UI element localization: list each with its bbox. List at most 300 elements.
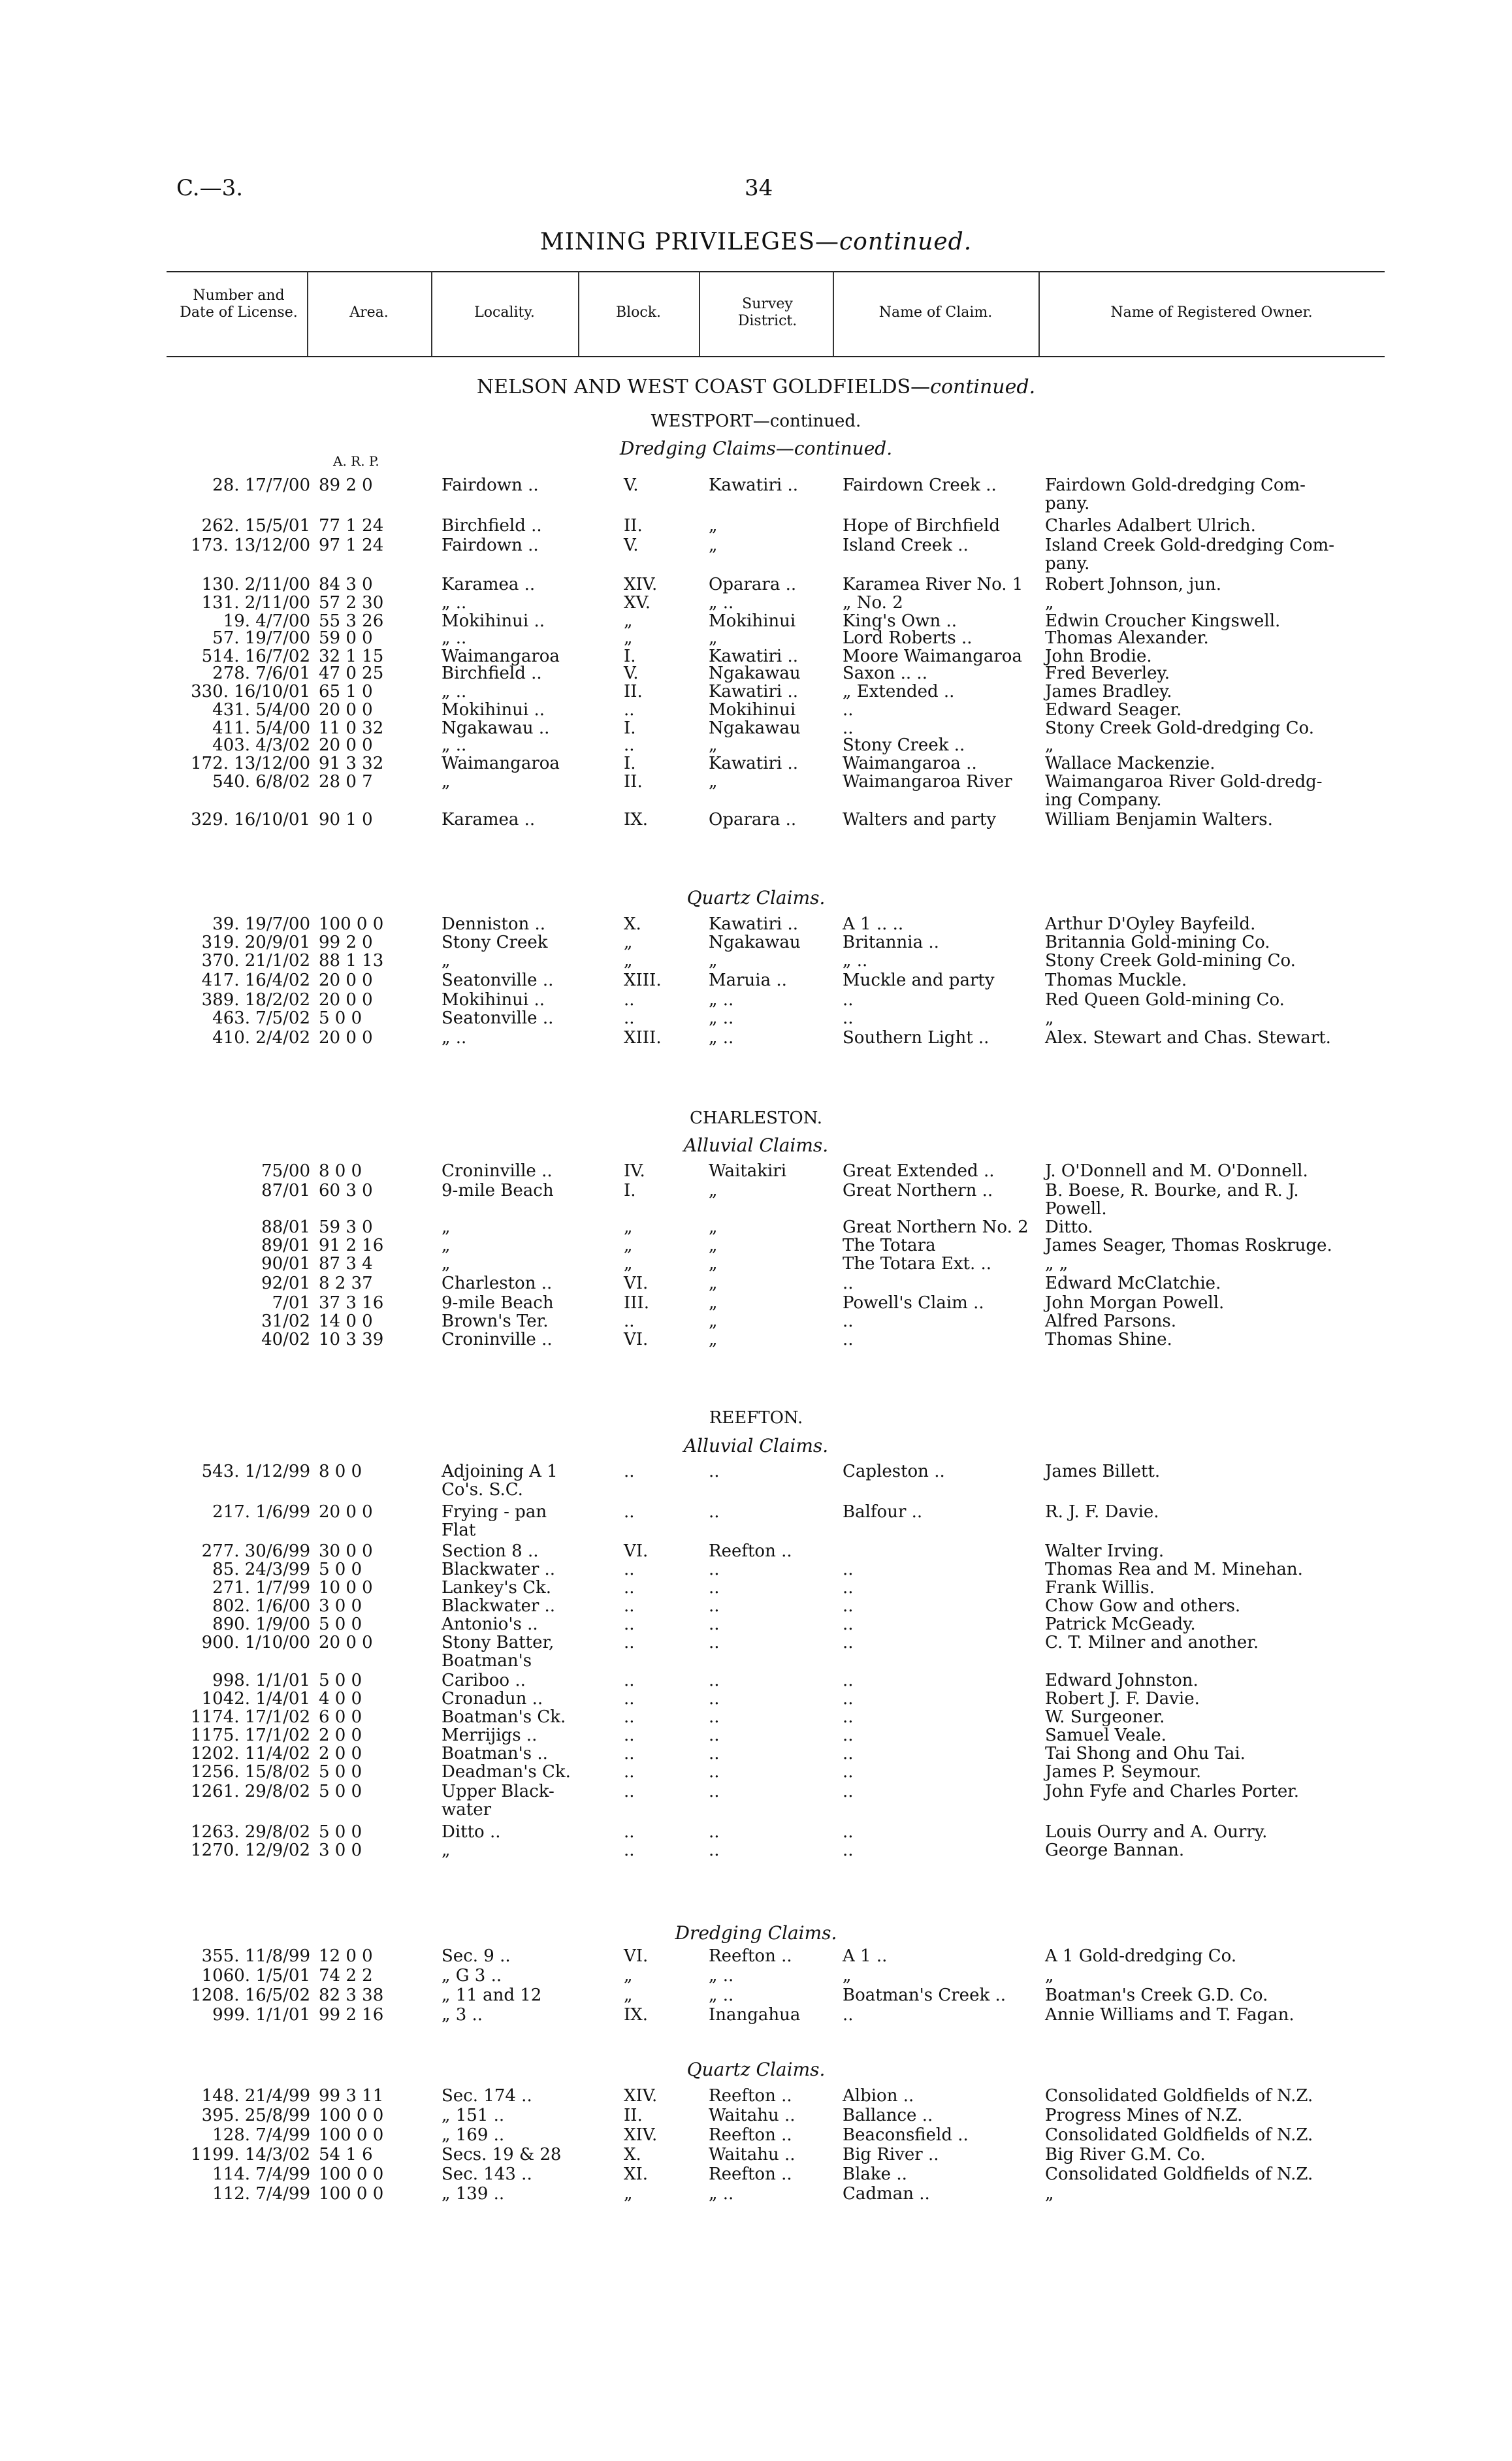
owner-cell: Red Queen Gold-mining Co. — [1045, 990, 1285, 1010]
section-title — [0, 376, 1512, 398]
locality-cell: Sec. 174 .. — [442, 2086, 532, 2106]
district-cell: Kawatiri .. — [709, 647, 798, 666]
owner-cell: pany. — [1045, 494, 1090, 513]
area-cell: 3 0 0 — [319, 1596, 362, 1616]
table-row — [0, 2164, 1512, 2185]
claim-cell: .. — [843, 718, 854, 738]
block-cell: „ — [624, 933, 633, 952]
table-row — [0, 494, 1512, 515]
area-cell: 88 1 13 — [319, 951, 384, 971]
license-cell: 278. 7/6/01 — [212, 664, 310, 683]
claim-cell: A 1 .. .. — [843, 914, 904, 934]
claim-cell: „ Extended .. — [843, 682, 955, 701]
area-cell: 54 1 6 — [319, 2145, 373, 2164]
owner-cell: Patrick McGeady. — [1045, 1615, 1196, 1634]
license-cell: 112. 7/4/99 — [212, 2184, 310, 2204]
district-cell: „ — [709, 1274, 718, 1293]
locality-cell: „ .. — [442, 1028, 467, 1048]
block-cell: I. — [624, 718, 636, 738]
locality-cell: Sec. 9 .. — [442, 1946, 511, 1966]
district-cell: „ — [709, 1236, 718, 1255]
claim-cell: .. — [843, 1596, 854, 1616]
locality-cell: Seatonville .. — [442, 1008, 554, 1028]
area-cell: 8 0 0 — [319, 1161, 362, 1181]
block-cell: „ — [624, 2184, 633, 2204]
claim-cell: .. — [843, 1560, 854, 1579]
table-row — [0, 1480, 1512, 1501]
license-cell: 128. 7/4/99 — [212, 2125, 310, 2145]
table-row — [0, 2125, 1512, 2146]
locality-cell: Frying - pan — [442, 1502, 547, 1522]
district-cell: Waitahu .. — [709, 2145, 796, 2164]
claim-cell: Stony Creek .. — [843, 735, 965, 755]
locality-cell: Antonio's .. — [442, 1615, 538, 1634]
block-cell: VI. — [624, 1541, 649, 1561]
claim-cell: „ .. — [843, 951, 868, 971]
district-cell: Waitakiri — [709, 1161, 787, 1181]
owner-cell: Stony Creek Gold-mining Co. — [1045, 951, 1296, 971]
area-cell: 97 1 24 — [319, 536, 384, 555]
block-cell: .. — [624, 1311, 635, 1331]
owner-cell: George Bannan. — [1045, 1841, 1185, 1860]
claim-cell: Walters and party — [843, 810, 997, 829]
claim-cell: Powell's Claim .. — [843, 1293, 984, 1313]
owner-cell: ing Company. — [1045, 790, 1162, 810]
license-cell: 19. 4/7/00 — [223, 611, 310, 631]
owner-cell: John Brodie. — [1045, 647, 1152, 666]
license-cell: 355. 11/8/99 — [201, 1946, 310, 1966]
district-cell: .. — [709, 1615, 720, 1634]
license-cell: 217. 1/6/99 — [212, 1502, 310, 1522]
locality-cell: Mokihinui .. — [442, 700, 545, 720]
license-cell: 277. 30/6/99 — [201, 1541, 310, 1561]
area-cell: 100 0 0 — [319, 914, 384, 934]
district-cell: „ .. — [709, 990, 734, 1010]
license-cell: 39. 19/7/00 — [212, 914, 310, 934]
block-cell: IX. — [624, 2005, 649, 2025]
claim-cell: Southern Light .. — [843, 1028, 989, 1048]
district-cell: „ .. — [709, 2184, 734, 2204]
claim-cell: .. — [843, 700, 854, 720]
district-cell: „ — [709, 951, 718, 971]
locality-cell: Croninville .. — [442, 1161, 553, 1181]
owner-cell: Ditto. — [1045, 1217, 1093, 1237]
owner-cell: Progress Mines of N.Z. — [1045, 2106, 1243, 2125]
claim-cell: .. — [843, 1330, 854, 1349]
block-cell: „ — [624, 1236, 633, 1255]
license-cell: 131. 2/11/00 — [201, 593, 310, 613]
district-cell: Kawatiri .. — [709, 914, 798, 934]
locality-cell: „ 11 and 12 — [442, 1986, 542, 2005]
claim-cell: „ No. 2 — [843, 593, 903, 613]
district-cell: „ — [709, 735, 718, 755]
table-row — [0, 790, 1512, 811]
district-cell: .. — [709, 1462, 720, 1481]
locality-cell: Denniston .. — [442, 914, 546, 934]
owner-cell: Wallace Mackenzie. — [1045, 754, 1215, 773]
area-cell: 20 0 0 — [319, 700, 373, 720]
block-cell: XIV. — [624, 2086, 658, 2106]
owner-cell: Island Creek Gold-dredging Com- — [1045, 536, 1335, 555]
table-row — [0, 971, 1512, 991]
column-header-locality: Locality. — [474, 304, 535, 321]
block-cell: „ — [624, 951, 633, 971]
owner-cell: „ — [1045, 2184, 1054, 2204]
table-row — [0, 1520, 1512, 1541]
locality-cell: Birchfield .. — [442, 664, 542, 683]
area-cell: 99 2 16 — [319, 2005, 384, 2025]
area-cell: 3 0 0 — [319, 1841, 362, 1860]
claim-cell: The Totara — [843, 1236, 936, 1255]
area-cell: 14 0 0 — [319, 1311, 373, 1331]
district-cell: .. — [709, 1707, 720, 1727]
area-cell: 30 0 0 — [319, 1541, 373, 1561]
block-cell: X. — [624, 2145, 641, 2164]
district-cell: „ — [709, 1254, 718, 1274]
locality-cell: 9-mile Beach — [442, 1293, 554, 1313]
locality-cell: „ 3 .. — [442, 2005, 483, 2025]
block-cell: „ — [624, 611, 633, 631]
area-cell: 57 2 30 — [319, 593, 384, 613]
column-header-block: Block. — [615, 304, 662, 321]
locality-cell: „ — [442, 772, 451, 792]
table-row — [0, 2106, 1512, 2127]
locality-cell: „ .. — [442, 593, 467, 613]
license-cell: 403. 4/3/02 — [212, 735, 310, 755]
claim-cell: .. — [843, 1008, 854, 1028]
block-cell: .. — [624, 1596, 635, 1616]
license-cell: 410. 2/4/02 — [212, 1028, 310, 1048]
block-cell: I. — [624, 1181, 636, 1200]
license-cell: 395. 25/8/99 — [201, 2106, 310, 2125]
license-cell: 1256. 15/8/02 — [191, 1762, 310, 1782]
block-cell: IV. — [624, 1161, 645, 1181]
locality-cell: Stony Creek — [442, 933, 548, 952]
license-cell: 75/00 — [261, 1161, 310, 1181]
table-row — [0, 1028, 1512, 1049]
area-cell: 28 0 7 — [319, 772, 373, 792]
area-cell: 5 0 0 — [319, 1782, 362, 1801]
locality-cell: Mokihinui .. — [442, 990, 545, 1010]
block-cell: VI. — [624, 1946, 649, 1966]
locality-cell: „ .. — [442, 682, 467, 701]
claim-cell: Great Extended .. — [843, 1161, 995, 1181]
owner-cell: B. Boese, R. Bourke, and R. J. — [1045, 1181, 1299, 1200]
area-cell: 60 3 0 — [319, 1181, 373, 1200]
locality-cell: Fairdown .. — [442, 536, 539, 555]
area-cell: 100 0 0 — [319, 2164, 384, 2184]
locality-cell: Croninville .. — [442, 1330, 553, 1349]
locality-cell: Ngakawau .. — [442, 718, 550, 738]
license-cell: 148. 21/4/99 — [201, 2086, 310, 2106]
owner-cell: Annie Williams and T. Fagan. — [1045, 2005, 1295, 2025]
block-cell: .. — [624, 1762, 635, 1782]
claim-cell: .. — [843, 1689, 854, 1709]
area-cell: 55 3 26 — [319, 611, 384, 631]
locality-cell: Waimangaroa — [442, 754, 560, 773]
column-header-owner: Name of Registered Owner. — [1110, 304, 1313, 321]
district-cell: „ .. — [709, 593, 734, 613]
license-cell: 1208. 16/5/02 — [191, 1986, 310, 2005]
owner-cell: John Morgan Powell. — [1045, 1293, 1225, 1313]
owner-cell: Louis Ourry and A. Ourry. — [1045, 1822, 1268, 1842]
claim-cell: .. — [843, 1744, 854, 1763]
block-cell: .. — [624, 990, 635, 1010]
block-cell: II. — [624, 682, 643, 701]
locality-cell: Karamea .. — [442, 810, 536, 829]
owner-cell: „ „ — [1045, 1254, 1069, 1274]
license-cell: 40/02 — [261, 1330, 310, 1349]
area-cell: 20 0 0 — [319, 990, 373, 1010]
district-cell: Reefton .. — [709, 1946, 792, 1966]
table-row — [0, 2145, 1512, 2166]
owner-cell: Fred Beverley. — [1045, 664, 1170, 683]
column-header-survey-district: Survey District. — [737, 296, 797, 329]
area-cell: 5 0 0 — [319, 1762, 362, 1782]
owner-cell: James Seager, Thomas Roskruge. — [1045, 1236, 1332, 1255]
locality-cell: „ — [442, 1254, 451, 1274]
owner-cell: Arthur D'Oyley Bayfeild. — [1045, 914, 1256, 934]
claim-cell: Waimangaroa River — [843, 772, 1012, 792]
license-cell: 411. 5/4/00 — [212, 718, 310, 738]
locality-cell: „ 139 .. — [442, 2184, 505, 2204]
table-row — [0, 1986, 1512, 2006]
license-cell: 431. 5/4/00 — [212, 700, 310, 720]
area-cell: 91 3 32 — [319, 754, 384, 773]
claim-cell: Big River .. — [843, 2145, 939, 2164]
locality-cell: Upper Black- — [442, 1782, 555, 1801]
block-cell: II. — [624, 2106, 643, 2125]
owner-cell: „ — [1045, 1966, 1054, 1986]
locality-cell: „ 151 .. — [442, 2106, 505, 2125]
district-cell: „ — [709, 772, 718, 792]
license-cell: 370. 21/1/02 — [201, 951, 310, 971]
block-cell: .. — [624, 1008, 635, 1028]
license-cell: 330. 16/10/01 — [191, 682, 310, 701]
locality-cell: Charleston .. — [442, 1274, 553, 1293]
locality-cell: „ — [442, 1841, 451, 1860]
claim-cell: Saxon .. .. — [843, 664, 927, 683]
claim-cell: Lord Roberts .. — [843, 628, 973, 648]
page-title-continued: continued. — [839, 229, 973, 255]
license-cell: 417. 16/4/02 — [201, 971, 310, 990]
claims-heading: Alluvial Claims. — [683, 1435, 829, 1456]
block-cell: I. — [624, 647, 636, 666]
owner-cell: Charles Adalbert Ulrich. — [1045, 516, 1256, 536]
license-cell: 92/01 — [261, 1274, 310, 1293]
locality-cell: Secs. 19 & 28 — [442, 2145, 562, 2164]
claims-heading: Quartz Claims. — [686, 2059, 826, 2080]
district-cell: „ — [709, 1330, 718, 1349]
owner-cell: Robert J. F. Davie. — [1045, 1689, 1200, 1709]
area-cell: 10 3 39 — [319, 1330, 384, 1349]
owner-cell: Edwin Croucher Kingswell. — [1045, 611, 1281, 631]
claim-cell: Albion .. — [843, 2086, 914, 2106]
area-cell: 8 0 0 — [319, 1462, 362, 1481]
district-cell: Maruia .. — [709, 971, 787, 990]
district-cell: Inangahua — [709, 2005, 801, 2025]
table-row — [0, 1841, 1512, 1861]
district-cell: Ngakawau — [709, 718, 801, 738]
owner-cell: A 1 Gold-dredging Co. — [1045, 1946, 1237, 1966]
district-cell: Mokihinui — [709, 611, 796, 631]
license-cell: 271. 1/7/99 — [212, 1578, 310, 1598]
district-cell: Mokihinui — [709, 700, 796, 720]
license-cell: 57. 19/7/00 — [212, 628, 310, 648]
locality-cell: Adjoining A 1 — [442, 1462, 558, 1481]
district-cell: .. — [709, 1762, 720, 1782]
license-cell: 85. 24/3/99 — [212, 1560, 310, 1579]
block-cell: VI. — [624, 1274, 649, 1293]
owner-cell: C. T. Milner and another. — [1045, 1633, 1259, 1652]
license-cell: 514. 16/7/02 — [201, 647, 310, 666]
license-cell: 543. 1/12/99 — [201, 1462, 310, 1481]
district-cell: Waitahu .. — [709, 2106, 796, 2125]
district-cell: „ .. — [709, 1986, 734, 2005]
locality-cell: Flat — [442, 1520, 476, 1540]
claim-cell: Waimangaroa .. — [843, 754, 977, 773]
owner-cell: Alex. Stewart and Chas. Stewart. — [1045, 1028, 1331, 1048]
owner-cell: „ — [1045, 735, 1054, 755]
owner-cell: Britannia Gold-mining Co. — [1045, 933, 1270, 952]
license-cell: 998. 1/1/01 — [212, 1671, 310, 1690]
owner-cell: Fairdown Gold-dredging Com- — [1045, 475, 1306, 495]
claim-cell: Boatman's Creek .. — [843, 1986, 1006, 2005]
block-cell: II. — [624, 516, 643, 536]
district-cell: „ .. — [709, 1028, 734, 1048]
license-cell: 1202. 11/4/02 — [191, 1744, 310, 1763]
district-cell: Kawatiri .. — [709, 754, 798, 773]
area-cell: 6 0 0 — [319, 1707, 362, 1727]
block-cell: .. — [624, 700, 635, 720]
block-cell: .. — [624, 735, 635, 755]
block-cell: .. — [624, 1726, 635, 1745]
claim-cell: Hope of Birchfield — [843, 516, 1001, 536]
owner-cell: J. O'Donnell and M. O'Donnell. — [1045, 1161, 1308, 1181]
claim-cell: Moore Waimangaroa — [843, 647, 1022, 666]
claims-heading: Dredging Claims. — [675, 1922, 837, 1944]
owner-cell: Consolidated Goldfields of N.Z. — [1045, 2086, 1313, 2106]
area-cell: 20 0 0 — [319, 971, 373, 990]
district-cell: „ — [709, 516, 718, 536]
header-rule-top — [167, 271, 1385, 272]
license-cell: 802. 1/6/00 — [212, 1596, 310, 1616]
district-cell: „ — [709, 1217, 718, 1237]
block-cell: .. — [624, 1578, 635, 1598]
license-cell: 1270. 12/9/02 — [191, 1841, 310, 1860]
license-cell: 173. 13/12/00 — [191, 536, 310, 555]
district-heading: REEFTON. — [709, 1408, 803, 1428]
block-cell: .. — [624, 1782, 635, 1801]
district-cell: „ .. — [709, 1008, 734, 1028]
area-cell: 89 2 0 — [319, 475, 373, 495]
page-number: 34 — [745, 175, 773, 201]
license-cell: 389. 18/2/02 — [201, 990, 310, 1010]
table-row — [0, 2086, 1512, 2107]
claim-cell: .. — [843, 1762, 854, 1782]
table-row — [0, 1008, 1512, 1029]
owner-cell: Thomas Muckle. — [1045, 971, 1187, 990]
owner-cell: Tai Shong and Ohu Tai. — [1045, 1744, 1246, 1763]
claim-cell: A 1 .. — [843, 1946, 888, 1966]
area-cell: 11 0 32 — [319, 718, 384, 738]
claim-cell: Capleston .. — [843, 1462, 945, 1481]
district-cell: Reefton .. — [709, 1541, 792, 1561]
area-cell: 12 0 0 — [319, 1946, 373, 1966]
area-cell: 5 0 0 — [319, 1615, 362, 1634]
district-cell: .. — [709, 1744, 720, 1763]
claim-cell: .. — [843, 1311, 854, 1331]
block-cell: XIV. — [624, 2125, 658, 2145]
license-cell: 172. 13/12/00 — [191, 754, 310, 773]
table-row — [0, 1274, 1512, 1295]
owner-cell: William Benjamin Walters. — [1045, 810, 1273, 829]
license-cell: 28. 17/7/00 — [212, 475, 310, 495]
page-title — [0, 229, 1512, 255]
license-cell: 540. 6/8/02 — [212, 772, 310, 792]
locality-cell: Cariboo .. — [442, 1671, 526, 1690]
district-cell: .. — [709, 1782, 720, 1801]
block-cell: .. — [624, 1822, 635, 1842]
locality-cell: „ G 3 .. — [442, 1966, 502, 1986]
locality-cell: Ditto .. — [442, 1822, 501, 1842]
district-heading: WESTPORT—continued. — [651, 411, 861, 431]
owner-cell: Edward Johnston. — [1045, 1671, 1198, 1690]
locality-cell: Boatman's Ck. — [442, 1707, 566, 1727]
table-row — [0, 951, 1512, 972]
license-cell: 1175. 17/1/02 — [191, 1726, 310, 1745]
locality-cell: Karamea .. — [442, 575, 536, 594]
owner-cell: Waimangaroa River Gold-dredg- — [1045, 772, 1323, 792]
owner-cell: James Billett. — [1045, 1462, 1161, 1481]
area-cell: 2 0 0 — [319, 1744, 362, 1763]
area-cell: 77 1 24 — [319, 516, 384, 536]
page-title-text: MINING PRIVILEGES— — [539, 229, 839, 255]
area-cell: 5 0 0 — [319, 1822, 362, 1842]
block-cell: „ — [624, 1966, 633, 1986]
block-cell: .. — [624, 1671, 635, 1690]
district-cell: Kawatiri .. — [709, 682, 798, 701]
claim-cell: Britannia .. — [843, 933, 939, 952]
claims-heading: Alluvial Claims. — [683, 1134, 829, 1156]
claim-cell: King's Own .. — [843, 611, 957, 631]
block-cell: V. — [624, 475, 639, 495]
owner-cell: Walter Irving. — [1045, 1541, 1165, 1561]
owner-cell: W. Surgeoner. — [1045, 1707, 1165, 1727]
claim-cell: .. — [843, 1578, 854, 1598]
area-cell: 20 0 0 — [319, 1028, 373, 1048]
district-cell: .. — [709, 1822, 720, 1842]
claim-cell: Island Creek .. — [843, 536, 969, 555]
district-cell: .. — [709, 1578, 720, 1598]
block-cell: .. — [624, 1707, 635, 1727]
district-cell: „ — [709, 1311, 718, 1331]
table-row — [0, 516, 1512, 537]
owner-cell: Boatman's Creek G.D. Co. — [1045, 1986, 1268, 2005]
license-cell: 890. 1/9/00 — [212, 1615, 310, 1634]
area-cell: 20 0 0 — [319, 1502, 373, 1522]
locality-cell: 9-mile Beach — [442, 1181, 554, 1200]
locality-cell: Lankey's Ck. — [442, 1578, 552, 1598]
claim-cell: The Totara Ext. .. — [843, 1254, 992, 1274]
area-cell: 32 1 15 — [319, 647, 384, 666]
block-cell: „ — [624, 1986, 633, 2005]
area-cell: 100 0 0 — [319, 2184, 384, 2204]
area-cell: 4 0 0 — [319, 1689, 362, 1709]
block-cell: .. — [624, 1744, 635, 1763]
table-row — [0, 2184, 1512, 2205]
license-cell: 262. 15/5/01 — [201, 516, 310, 536]
